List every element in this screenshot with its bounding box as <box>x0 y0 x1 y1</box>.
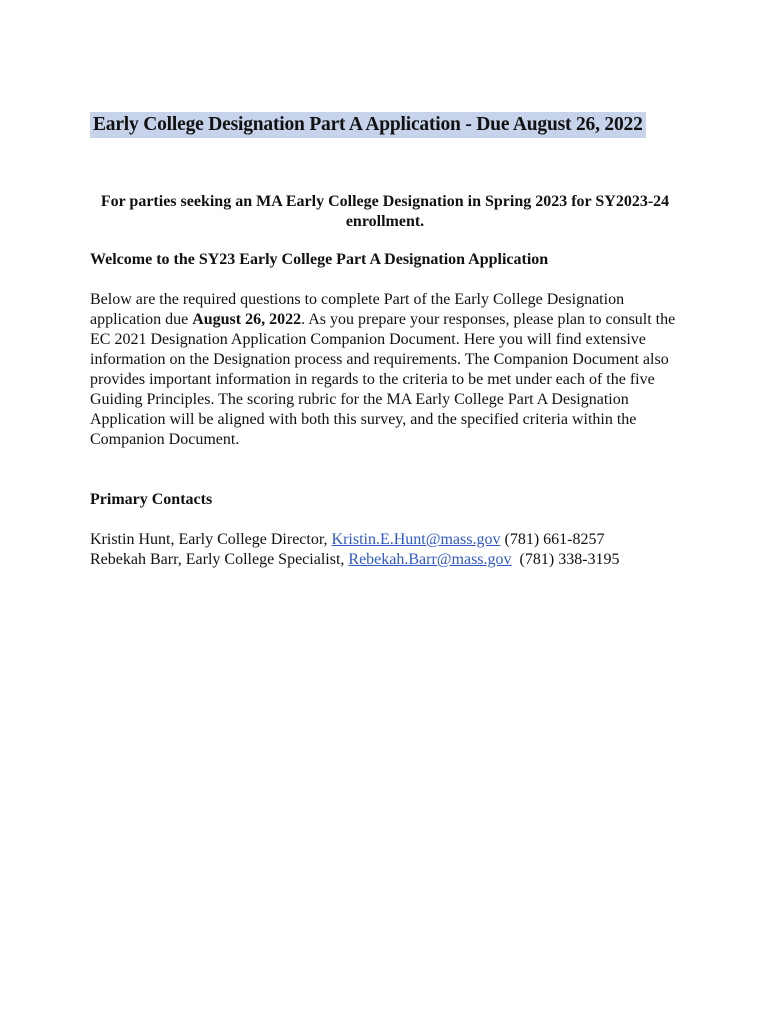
intro-paragraph <box>90 290 682 450</box>
contact-line-rebekah-barr <box>90 550 710 570</box>
contact-line-kristin-hunt <box>90 530 710 550</box>
contact-phone: (781) 661-8257 <box>500 531 605 548</box>
kristin-email-link[interactable]: Kristin.E.Hunt@mass.gov <box>331 531 501 548</box>
rebekah-email-link[interactable]: Rebekah.Barr@mass.gov <box>348 551 512 568</box>
document-subtitle: For parties seeking an MA Early College Designation in Spring 2023 for SY2023-24 enrollment. <box>100 193 670 230</box>
contact-name-title: Kristin Hunt, Early College Director, <box>90 531 332 548</box>
contact-phone: (781) 338-3195 <box>511 551 620 568</box>
contact-name-title: Rebekah Barr, Early College Specialist, <box>90 551 349 568</box>
document-title: Early College Designation Part A Application - Due August 26, 2022 <box>90 112 646 138</box>
contacts-list <box>90 530 710 570</box>
intro-text-part1: Below are the required questions to complete Part of the Early College Designation application due <box>90 291 625 328</box>
intro-text-part2: . As you prepare your responses, please plan to consult the EC 2021 Designation Application Companion Document. Here you will find extensive information on the Designation process and requirements. The Companion Document also provides important information in regards to the criteria to be met under each of the five Guiding Principles. The scoring rubric for the MA Early College Part A Designation Application will be aligned with both this survey, and the specified criteria within the Companion Document. <box>90 311 676 448</box>
title-container <box>90 112 680 138</box>
contacts-heading: Primary Contacts <box>90 491 213 508</box>
intro-due-date: August 26, 2022 <box>192 311 302 328</box>
welcome-heading: Welcome to the SY23 Early College Part A Designation Application <box>90 251 549 268</box>
